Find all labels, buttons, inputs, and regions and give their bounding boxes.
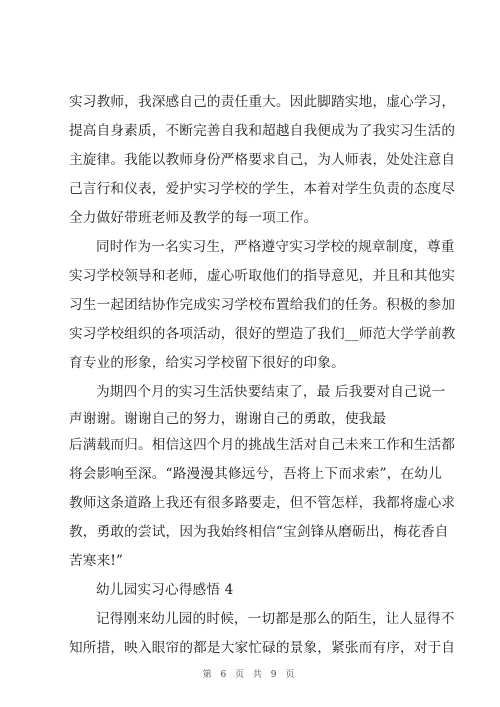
paragraph-3-line-5: 教师这条道路上我还有很多路要走，但不管怎样，我都将虚心求 bbox=[69, 495, 456, 511]
paragraph-4-line-2: 知所措，映入眼帘的都是大家忙碌的景象，紧张而有序，对于自 bbox=[69, 640, 456, 656]
paragraph-3-line-2: 声谢谢。谢谢自己的努力，谢谢自己的勇敢，使我最 bbox=[69, 411, 387, 427]
paragraph-3-line-4: 将会影响至深。“路漫漫其修远兮，吾将上下而求索”，在幼儿 bbox=[69, 466, 442, 482]
paragraph-1-line-2: 提高自身素质，不断完善自我和超越自我便成为了我实习生活的 bbox=[69, 123, 456, 139]
paragraph-4-line-1: 记得刚来幼儿园的时候，一切都是那么的陌生，让人显得不 bbox=[96, 611, 455, 627]
paragraph-1-line-5: 全力做好带班老师及教学的每一项工作。 bbox=[69, 210, 318, 226]
section-heading: 幼儿园实习心得感悟 4 bbox=[96, 582, 234, 598]
paragraph-2-line-3: 习生一起团结协作完成实习学校布置给我们的任务。积极的参加 bbox=[69, 297, 456, 313]
paragraph-2-line-2: 实习学校领导和老师，虚心听取他们的指导意见，并且和其他实 bbox=[69, 268, 456, 284]
paragraph-2-line-4: 实习学校组织的各项活动，很好的塑造了我们__师范大学学前教 bbox=[69, 326, 456, 342]
page-number-footer: 第 6 页 共 9 页 bbox=[202, 670, 298, 680]
paragraph-3-line-1: 为期四个月的实习生活快要结束了，最 后我要对自己说一 bbox=[96, 384, 446, 400]
paragraph-3-line-7: 苦寒来!” bbox=[69, 553, 124, 569]
paragraph-1-line-4: 己言行和仪表，爱护实习学校的学生，本着对学生负责的态度尽 bbox=[69, 181, 456, 197]
paragraph-3-line-3: 后满载而归。相信这四个月的挑战生活对自己未来工作和生活都 bbox=[69, 437, 456, 453]
paragraph-3-line-6: 教，勇敢的尝试，因为我始终相信“宝剑锋从磨砺出，梅花香自 bbox=[69, 524, 449, 540]
paragraph-1-line-3: 主旋律。我能以教师身份严格要求自己，为人师表，处处注意自 bbox=[69, 152, 456, 168]
paragraph-1-line-1: 实习教师，我深感自己的责任重大。因此脚踏实地，虚心学习， bbox=[69, 94, 456, 110]
paragraph-2-line-5: 育专业的形象，给实习学校留下很好的印象。 bbox=[69, 355, 345, 371]
paragraph-2-line-1: 同时作为一名实习生，严格遵守实习学校的规章制度，尊重 bbox=[96, 239, 455, 255]
